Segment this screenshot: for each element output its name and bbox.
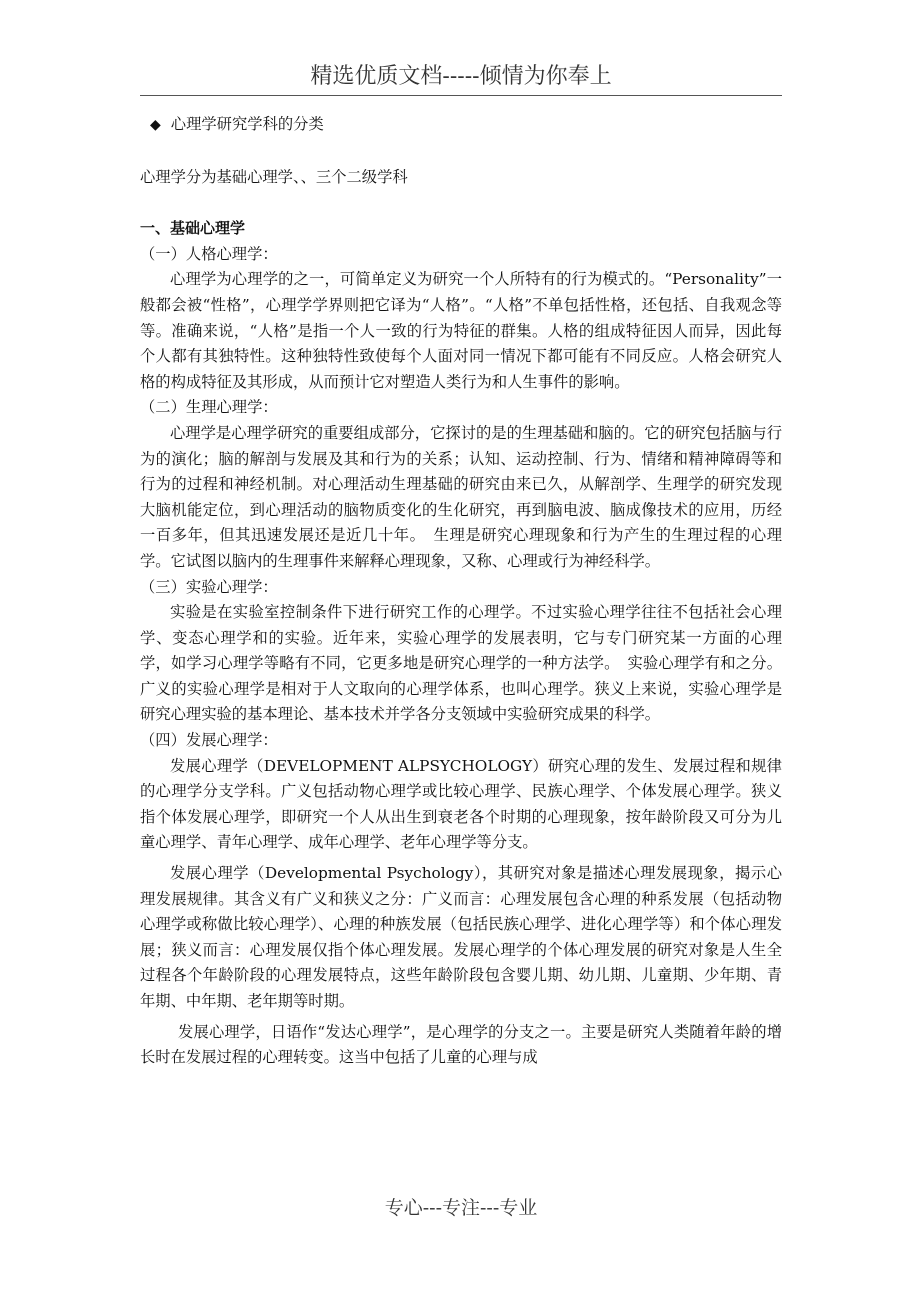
subsection-heading-developmental: （四）发展心理学： — [140, 731, 278, 750]
bullet-heading-text: 心理学研究学科的分类 — [170, 115, 324, 133]
subsection-heading-experimental: （三）实验心理学： — [140, 577, 278, 596]
page-footer: 专心---专注---专业 — [384, 1197, 538, 1219]
paragraph-developmental-2: 发展心理学（Developmental Psychology），其研究对象是描述心理发展现象，揭示心理发展规律。其含义有广义和狭义之分：广义而言：心理发展包含心理的种系发展（包括动物心理学或称做比较心理学）、心理的种族发展（包括民族心理学、进化心理学等）和个体心理发展；狭义而言：心理发展仅指个体心理发展。发展心理学的个体心理发展的研究对象是人生全过程各个年龄阶段的心理发展特点，这些年龄阶段包含婴儿期、幼儿期、儿童期、少年期、青年期、中年期、老年期等时期。 — [140, 864, 782, 1010]
paragraph-personality: 心理学为心理学的之一，可简单定义为研究一个人所特有的行为模式的。“Personality”一般都会被“性格”，心理学学界则把它译为“人格”。“人格”不单包括性格，还包括、自我观念等等。准确来说，“人格”是指一个人一致的行为特征的群集。人格的组成特征因人而异，因此每个人都有其独特性。这种独特性致使每个人面对同一情况下都可能有不同反应。人格会研究人格的构成特征及其形成，从而预计它对塑造人类行为和人生事件的影响。 — [140, 270, 782, 391]
bullet-heading — [140, 112, 782, 139]
document-body — [140, 112, 782, 1071]
paragraph-developmental-1: 发展心理学（DEVELOPMENT ALPSYCHOLOGY）研究心理的发生、发展过程和规律的心理学分支学科。广义包括动物心理学或比较心理学、民族心理学、个体发展心理学。狭义指个体发展心理学，即研究一个人从出生到衰老各个时期的心理现象，按年龄阶段又可分为儿童心理学、青年心理学、成年心理学、老年心理学等分支。 — [140, 756, 782, 852]
subsection-heading-physiological: （二）生理心理学： — [140, 398, 278, 417]
page-header: 精选优质文档-----倾情为你奉上 — [310, 64, 612, 89]
section-title: 一、基础心理学 — [140, 219, 246, 238]
subsection-heading-personality: （一）人格心理学： — [140, 244, 278, 263]
paragraph-experimental: 实验是在实验室控制条件下进行研究工作的心理学。不过实验心理学往往不包括社会心理学、变态心理学和的实验。近年来，实验心理学的发展表明，它与专门研究某一方面的心理学，如学习心理学等略有不同，它更多地是研究心理学的一种方法学。 实验心理学有和之分。广义的实验心理学是相对于人文取向的心理学体系，也叫心理学。狭义上来说，实验心理学是研究心理实验的基本理论、基本技术并学各分支领域中实验研究成果的科学。 — [140, 603, 782, 724]
paragraph-physiological: 心理学是心理学研究的重要组成部分，它探讨的是的生理基础和脑的。它的研究包括脑与行为的演化；脑的解剖与发展及其和行为的关系；认知、运动控制、行为、情绪和精神障碍等和行为的过程和神经机制。对心理活动生理基础的研究由来已久，从解剖学、生理学的研究发现大脑机能定位，到心理活动的脑物质变化的生化研究，再到脑电波、脑成像技术的应用，历经一百多年，但其迅速发展还是近几十年。 生理是研究心理现象和行为产生的生理过程的心理学。它试图以脑内的生理事件来解释心理现象，又称、心理或行为神经科学。 — [140, 423, 782, 570]
diamond-bullet-icon: ◆ — [150, 117, 161, 133]
header-divider — [140, 95, 782, 96]
intro-text: 心理学分为基础心理学、、三个二级学科 — [140, 167, 408, 186]
paragraph-developmental-3: 发展心理学，日语作“发达心理学”，是心理学的分支之一。主要是研究人类随着年龄的增长时在发展过程的心理转变。这当中包括了儿童的心理与成 — [140, 1022, 782, 1067]
